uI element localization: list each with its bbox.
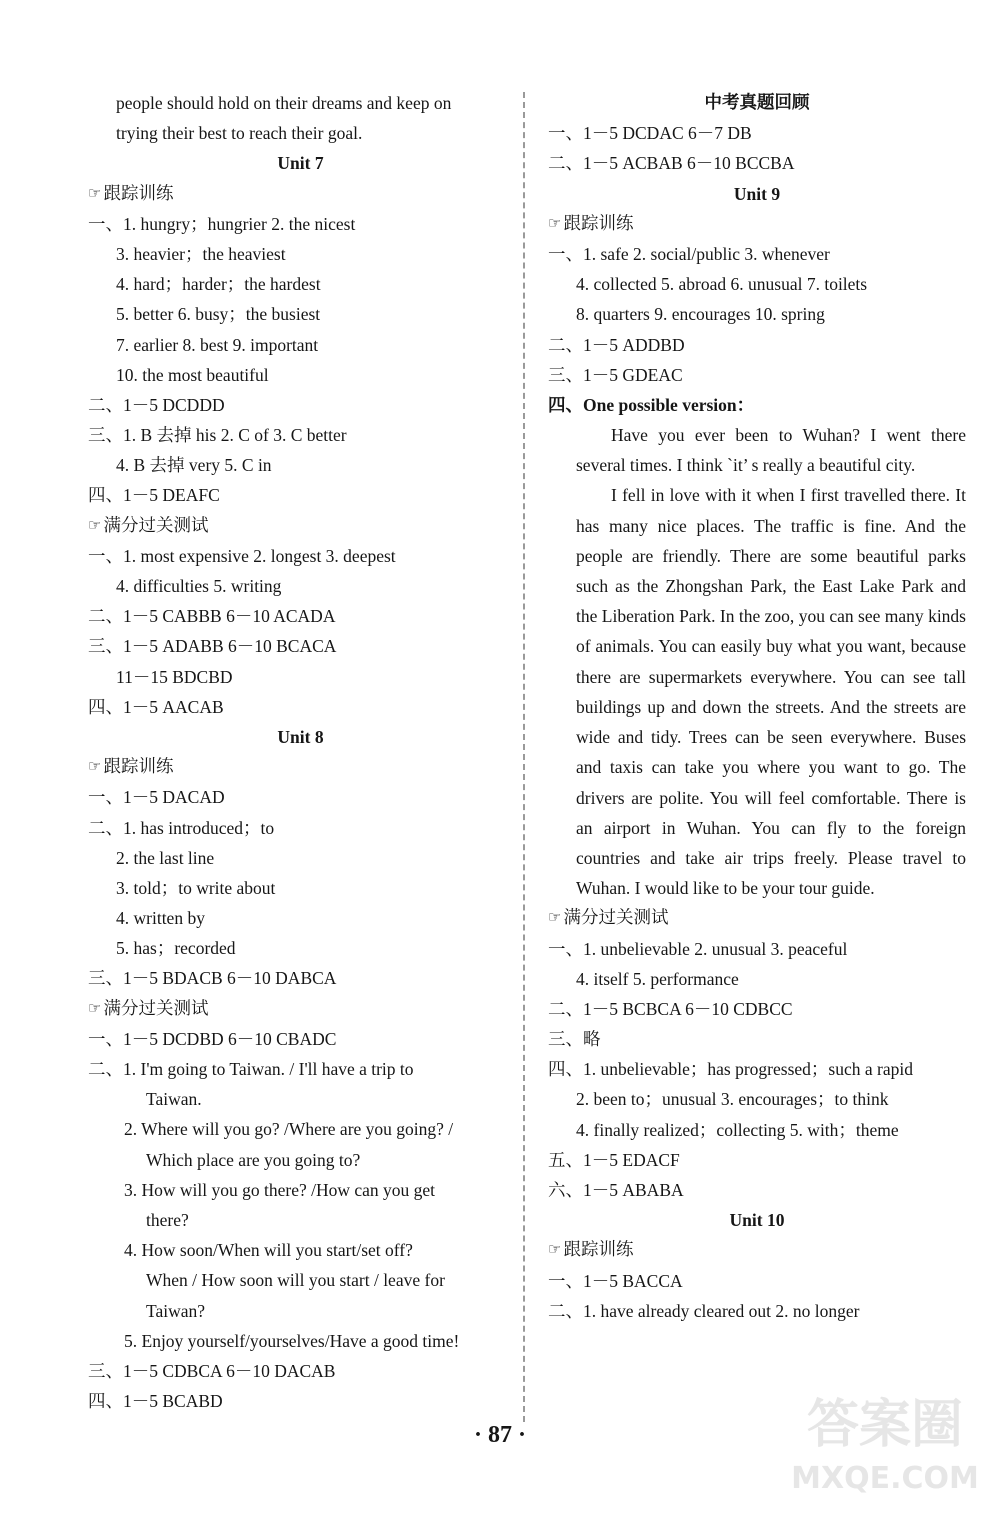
left-column	[88, 88, 513, 1416]
answer-line	[88, 1296, 513, 1326]
answer-line	[88, 269, 513, 299]
column-divider	[523, 92, 525, 1422]
answer-line	[548, 1084, 966, 1114]
line-text: Unit 8	[277, 726, 324, 747]
section-heading	[548, 903, 966, 933]
answer-line	[548, 390, 966, 420]
answer-line	[88, 782, 513, 812]
answer-line	[548, 1115, 966, 1145]
answer-line	[88, 1326, 513, 1356]
pointing-hand-icon: ☞	[88, 183, 102, 202]
answer-line	[88, 239, 513, 269]
answer-line	[548, 148, 966, 178]
answer-line	[88, 1024, 513, 1054]
answer-line	[548, 239, 966, 269]
answer-line	[88, 480, 513, 510]
answer-line	[88, 1205, 513, 1235]
answer-line	[88, 330, 513, 360]
answer-line	[88, 662, 513, 692]
unit-heading	[548, 1205, 966, 1235]
line-text: 二、1. have already cleared out 2. no longer	[548, 1300, 860, 1321]
line-text: 一、1－5 DACAD	[88, 787, 225, 808]
answer-line	[548, 118, 966, 148]
line-text: 5. has；recorded	[116, 938, 236, 959]
pointing-hand-icon: ☞	[88, 515, 102, 534]
answer-line	[88, 209, 513, 239]
answer-line	[548, 1145, 966, 1175]
line-text: 11－15 BDCBD	[116, 666, 233, 687]
line-text: 二、1－5 ACBAB 6－10 BCCBA	[548, 153, 795, 174]
line-text: Which place are you going to?	[146, 1149, 361, 1170]
line-text: 一、1－5 DCDAC 6－7 DB	[548, 123, 752, 144]
pointing-hand-icon: ☞	[88, 998, 102, 1017]
line-text: 3. heavier；the heaviest	[116, 243, 286, 264]
section-heading	[88, 179, 513, 209]
line-text: 4. difficulties 5. writing	[116, 576, 282, 596]
answer-line	[548, 1266, 966, 1296]
right-column	[548, 88, 966, 1326]
answer-line	[548, 1054, 966, 1084]
line-text: 二、1－5 BCBCA 6－10 CDBCC	[548, 998, 793, 1019]
line-text: 二、1－5 CABBB 6－10 ACADA	[88, 606, 336, 627]
line-text: 跟踪训练	[103, 757, 174, 778]
line-text: 一、1. unbelievable 2. unusual 3. peaceful	[548, 938, 848, 959]
line-text: Unit 7	[277, 153, 324, 174]
line-text: 一、1－5 BACCA	[548, 1270, 683, 1291]
answer-line	[88, 631, 513, 661]
line-text: 四、1－5 BCABD	[88, 1391, 223, 1412]
line-text: 一、1－5 DCDBD 6－10 CBADC	[88, 1028, 337, 1049]
answer-line	[88, 1265, 513, 1295]
unit-heading	[88, 722, 513, 752]
line-text: Unit 9	[733, 183, 781, 204]
answer-line	[88, 88, 513, 118]
watermark-text-cn: 答案圈	[806, 1395, 964, 1455]
line-text: 一、1. safe 2. social/public 3. whenever	[548, 243, 830, 264]
answer-line	[88, 692, 513, 722]
line-text: 三、1－5 GDEAC	[548, 364, 683, 385]
line-text: 5. better 6. busy；the busiest	[116, 304, 321, 325]
answer-line	[548, 360, 966, 390]
line-text: 4. written by	[116, 908, 205, 929]
line-text: 4. itself 5. performance	[576, 968, 739, 989]
answer-line	[88, 541, 513, 571]
answer-line	[88, 1175, 513, 1205]
line-text: 二、1－5 ADDBD	[548, 334, 685, 355]
line-text: 一、1. most expensive 2. longest 3. deepest	[88, 545, 396, 566]
answer-line	[548, 964, 966, 994]
line-text: 4. collected 5. abroad 6. unusual 7. toilets	[576, 274, 868, 295]
essay-paragraph-2: I fell in love with it when I first travelled there. It has many nice places. The traffic is fine. And the people are friendly. There are some beautiful parks such as the Zhongshan Park, the East Lake Park and the Liberation Park. In the zoo, you can see many kinds of animals. You can easily buy what you want, because there are supermarkets everywhere. You can see tall buildings up and down the streets. And the streets are wide and tidy. Trees can be seen everywhere. Buses and taxis can take you where you want to go. The drivers are polite. You will feel comfortable. There is an airport in Wuhan. You can fly to the foreign countries and take air trips freely. Please travel to Wuhan. I would like to be your tour guide.	[576, 485, 966, 899]
pointing-hand-icon: ☞	[548, 908, 562, 927]
answer-line	[88, 933, 513, 963]
answer-line	[88, 813, 513, 843]
answer-line	[548, 330, 966, 360]
line-text: 8. quarters 9. encourages 10. spring	[576, 304, 825, 325]
answer-line	[88, 1145, 513, 1175]
line-text: 4. B 去掉 very 5. C in	[116, 455, 272, 476]
right-bottom-block	[548, 903, 966, 1326]
section-heading	[88, 994, 513, 1024]
line-text: 三、略	[548, 1029, 601, 1050]
line-text: 满分过关测试	[563, 908, 669, 929]
answer-line	[88, 571, 513, 601]
section-heading	[548, 209, 966, 239]
line-text: 3. How will you go there? /How can you get	[124, 1179, 436, 1200]
answer-line	[548, 1175, 966, 1205]
answer-line	[88, 1356, 513, 1386]
line-text: 2. Where will you go? /Where are you going? /	[124, 1119, 454, 1140]
line-text: trying their best to reach their goal.	[116, 123, 363, 144]
line-text: Taiwan?	[146, 1300, 206, 1321]
answer-line	[548, 1024, 966, 1054]
line-text: 一、1. hungry；hungrier 2. the nicest	[88, 213, 356, 234]
watermark-text-url: MXQE.COM	[791, 1461, 979, 1496]
answer-line	[88, 601, 513, 631]
line-text: 跟踪训练	[563, 1240, 634, 1261]
line-text: 4. How soon/When will you start/set off?	[124, 1240, 413, 1261]
essay-paragraph-1: Have you ever been to Wuhan? I went there several times. I think ˋit’ s really a beautiful city.	[576, 425, 966, 476]
line-text: 四、1－5 DEAFC	[88, 485, 220, 506]
answer-line	[88, 1114, 513, 1144]
line-text: 满分过关测试	[103, 998, 209, 1019]
right-top-block	[548, 88, 966, 420]
answer-line	[548, 269, 966, 299]
answer-line	[88, 390, 513, 420]
line-text: 中考真题回顾	[704, 93, 810, 113]
pointing-hand-icon: ☞	[548, 213, 562, 232]
line-text: 五、1－5 EDACF	[548, 1149, 680, 1170]
answer-line	[548, 934, 966, 964]
answer-line	[88, 118, 513, 148]
line-text: 4. hard；harder；the hardest	[116, 274, 321, 295]
line-text: 四、1. unbelievable；has progressed；such a rapid	[548, 1059, 913, 1080]
line-text: there?	[146, 1209, 189, 1230]
line-text: 二、1－5 DCDDD	[88, 394, 225, 415]
answer-line	[548, 299, 966, 329]
line-text: 三、1－5 BDACB 6－10 DABCA	[88, 968, 337, 989]
answer-line	[88, 963, 513, 993]
pointing-hand-icon: ☞	[548, 1240, 562, 1259]
line-text: Unit 10	[729, 1210, 785, 1231]
answer-line	[548, 994, 966, 1024]
section-heading	[548, 1235, 966, 1265]
line-text: 四、One possible version：	[548, 394, 755, 415]
sample-essay	[548, 420, 966, 903]
line-text: 二、1. I'm going to Taiwan. / I'll have a trip to	[88, 1059, 414, 1079]
line-text: 5. Enjoy yourself/yourselves/Have a good time!	[124, 1330, 460, 1351]
line-text: 2. the last line	[116, 847, 215, 868]
line-text: 跟踪训练	[103, 183, 174, 204]
line-text: 3. told；to write about	[116, 877, 276, 898]
watermark-logo	[790, 1380, 980, 1500]
section-heading	[88, 511, 513, 541]
unit-heading	[548, 88, 966, 118]
line-text: 三、1－5 CDBCA 6－10 DACAB	[88, 1360, 336, 1381]
line-text: 满分过关测试	[103, 515, 209, 536]
answer-line	[88, 1054, 513, 1084]
line-text: people should hold on their dreams and keep on	[116, 93, 452, 113]
answer-line	[88, 1235, 513, 1265]
answer-line	[88, 299, 513, 329]
line-text: 二、1. has introduced；to	[88, 817, 275, 838]
line-text: 跟踪训练	[563, 213, 634, 234]
line-text: 7. earlier 8. best 9. important	[116, 334, 319, 355]
line-text: 4. finally realized；collecting 5. with；theme	[576, 1119, 899, 1140]
page-number: · 87 ·	[473, 1422, 526, 1448]
line-text: 六、1－5 ABABA	[548, 1180, 684, 1200]
answer-line	[88, 903, 513, 933]
answer-line	[548, 1296, 966, 1326]
answer-line	[88, 873, 513, 903]
line-text: When / How soon will you start / leave for	[146, 1270, 445, 1291]
answer-line	[88, 450, 513, 480]
answer-line	[88, 420, 513, 450]
unit-heading	[88, 148, 513, 178]
line-text: 四、1－5 AACAB	[88, 696, 224, 717]
line-text: 三、1. B 去掉 his 2. C of 3. C better	[88, 425, 347, 446]
pointing-hand-icon: ☞	[88, 757, 102, 776]
answer-line	[88, 843, 513, 873]
line-text: 2. been to；unusual 3. encourages；to think	[576, 1089, 889, 1110]
unit-heading	[548, 179, 966, 209]
line-text: 三、1－5 ADABB 6－10 BCACA	[88, 636, 337, 657]
section-heading	[88, 752, 513, 782]
answer-line	[88, 360, 513, 390]
line-text: 10. the most beautiful	[116, 364, 269, 385]
answer-line	[88, 1386, 513, 1416]
answer-line	[88, 1084, 513, 1114]
line-text: Taiwan.	[146, 1089, 202, 1110]
